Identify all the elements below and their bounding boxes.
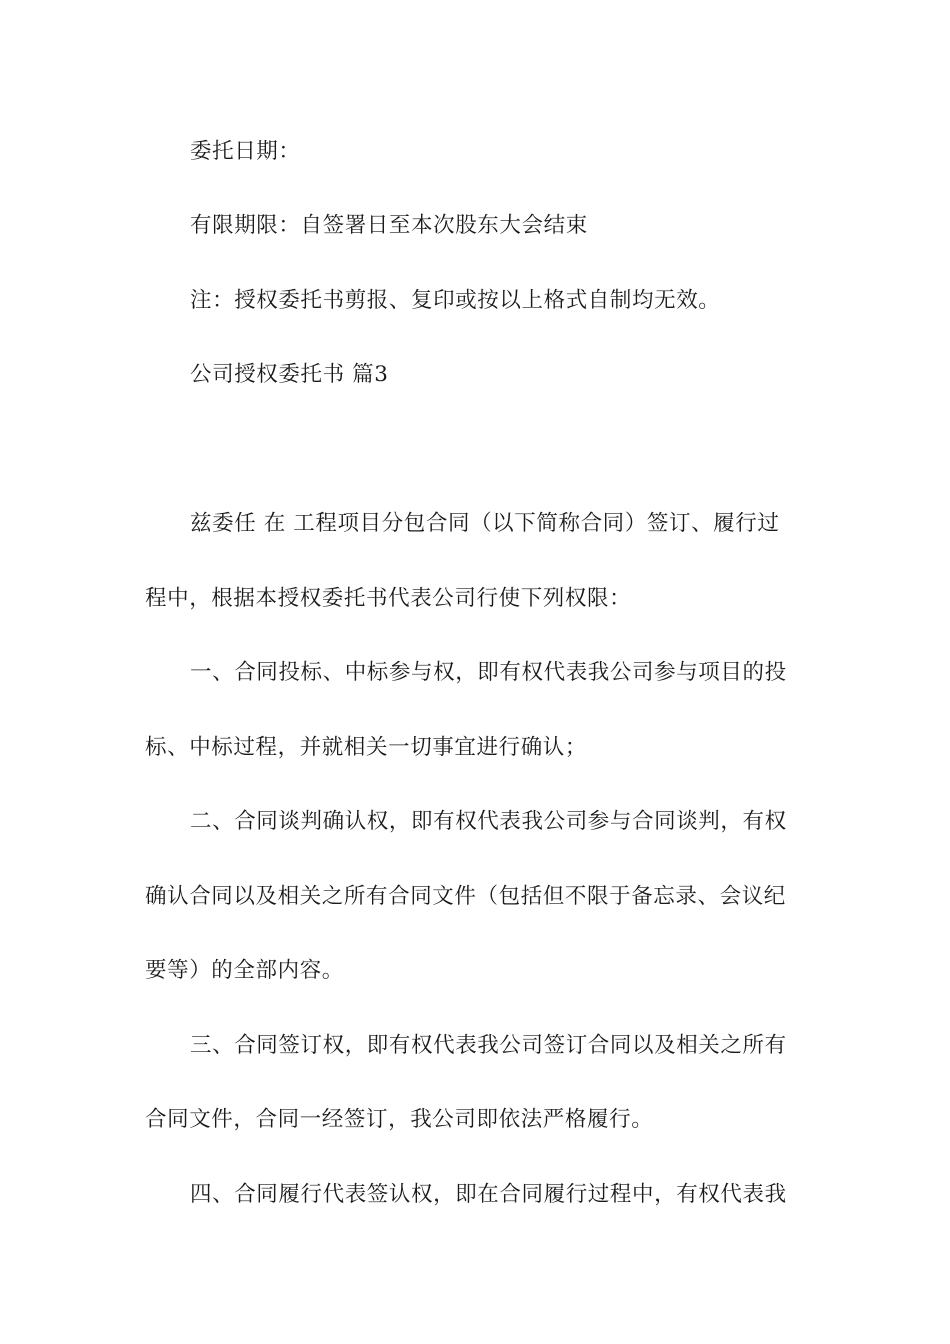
- section-title: 公司授权委托书 篇3: [190, 362, 389, 387]
- paragraph-line: 确认合同以及相关之所有合同文件（包括但不限于备忘录、会议纪: [145, 884, 786, 909]
- note-line: 注：授权委托书剪报、复印或按以上格式自制均无效。: [190, 288, 721, 313]
- paragraph-line: 标、中标过程，并就相关一切事宜进行确认；: [145, 735, 588, 760]
- paragraph-line: 三、合同签订权，即有权代表我公司签订合同以及相关之所有: [190, 1033, 787, 1058]
- paragraph-line: 要等）的全部内容。: [145, 958, 344, 983]
- paragraph-line: 兹委任 在 工程项目分包合同（以下简称合同）签订、履行过: [190, 511, 780, 536]
- paragraph-line: 二、合同谈判确认权，即有权代表我公司参与合同谈判，有权: [190, 809, 787, 834]
- paragraph-line: 四、合同履行代表签认权，即在合同履行过程中，有权代表我: [190, 1182, 787, 1207]
- delegation-date-line: 委托日期：: [190, 139, 301, 164]
- paragraph-line: 合同文件，合同一经签订，我公司即依法严格履行。: [145, 1107, 654, 1132]
- validity-period-line: 有限期限：自签署日至本次股东大会结束: [190, 213, 588, 238]
- paragraph-line: 一、合同投标、中标参与权，即有权代表我公司参与项目的投: [190, 660, 787, 685]
- paragraph-line: 程中，根据本授权委托书代表公司行使下列权限：: [145, 586, 632, 611]
